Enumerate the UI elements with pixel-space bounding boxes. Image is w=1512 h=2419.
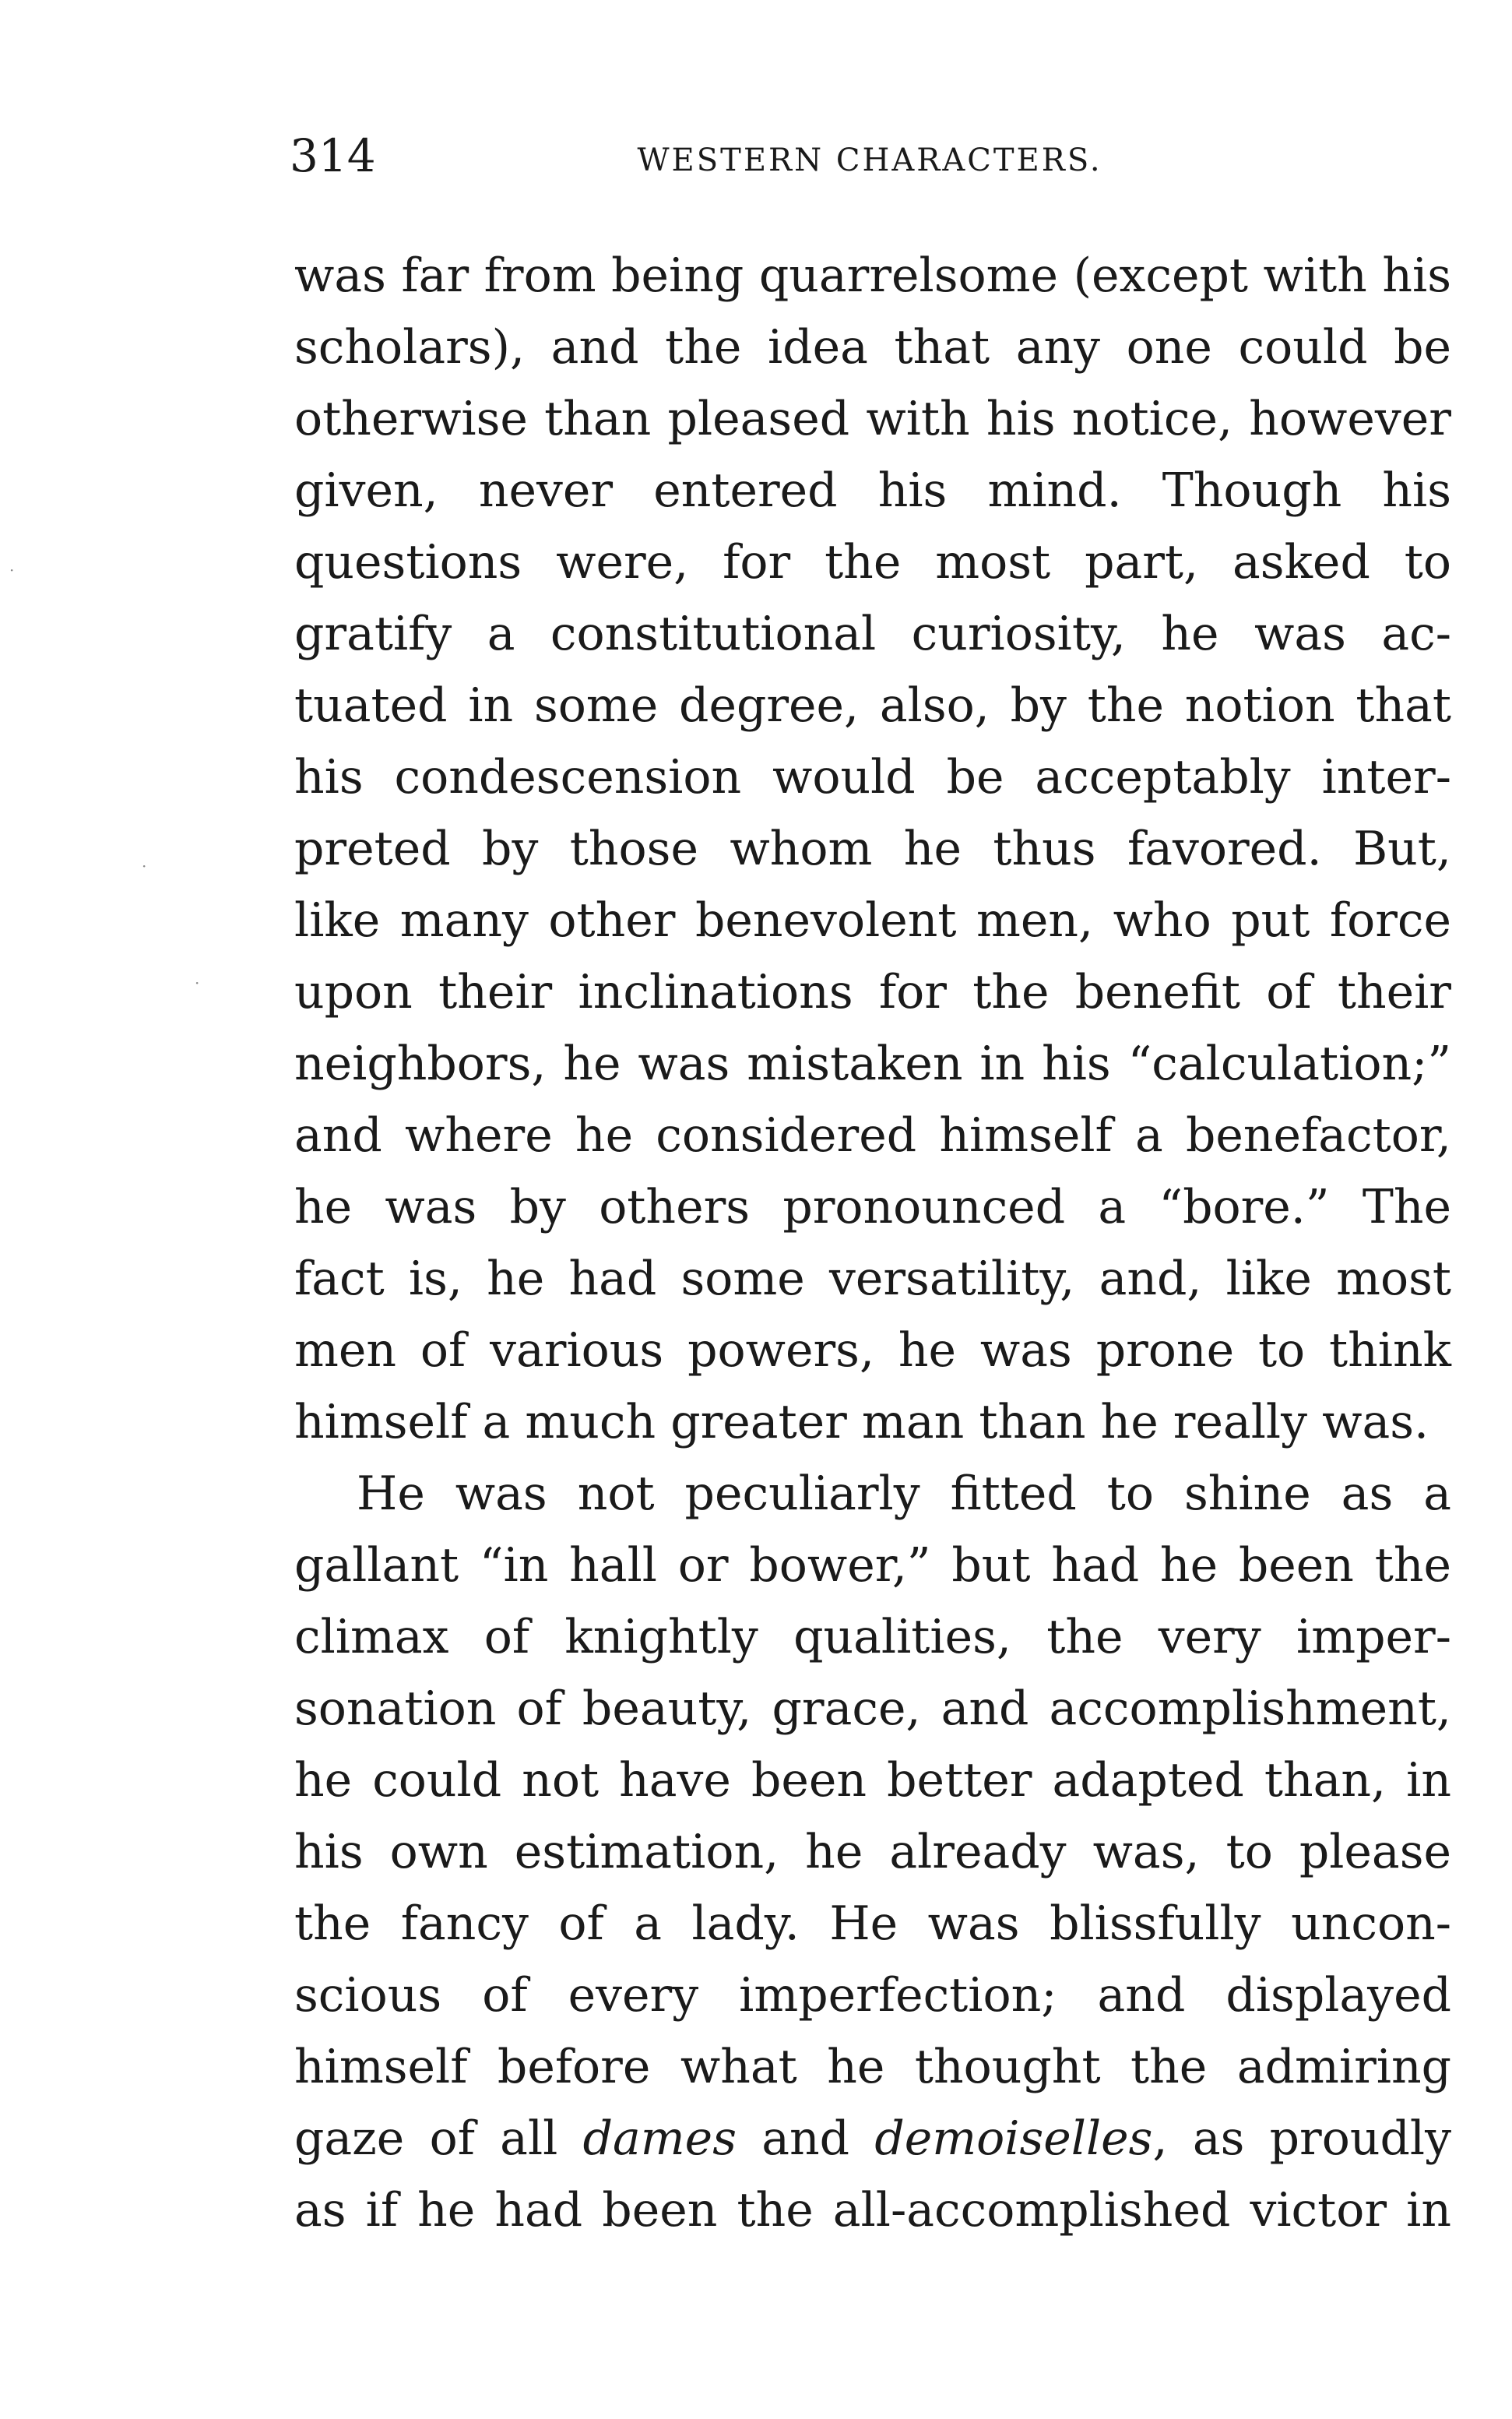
text-line: tuated in some degree, also, by the notion that: [294, 678, 1451, 733]
page-header: [290, 125, 1450, 187]
text-line: given, never entered his mind. Though his: [294, 463, 1451, 518]
text-line-gaze: [294, 2103, 1451, 2174]
text-line: scious of every imperfection; and displayed: [294, 1968, 1451, 2023]
text-line: his own estimation, he already was, to please: [294, 1825, 1451, 1879]
scan-speck: ·: [195, 974, 200, 992]
text-line: otherwise than pleased with his notice, however: [294, 392, 1451, 446]
scan-speck: ·: [9, 561, 15, 579]
text-line: his condescension would be acceptably inter-: [294, 750, 1451, 805]
text-line: fact is, he had some versatility, and, like most: [294, 1252, 1451, 1306]
text-line: He was not peculiarly fitted to shine as a: [357, 1467, 1451, 1521]
text-line: sonation of beauty, grace, and accomplishment,: [294, 1681, 1451, 1736]
text-line: like many other benevolent men, who put force: [294, 893, 1451, 948]
running-title: WESTERN CHARACTERS.: [637, 143, 1102, 178]
text-line: as if he had been the all-accomplished victor in: [294, 2183, 1451, 2238]
text-line: and where he considered himself a benefactor,: [294, 1108, 1451, 1163]
text-line: gratify a constitutional curiosity, he was ac-: [294, 607, 1451, 661]
text-line: the fancy of a lady. He was blissfully uncon-: [294, 1896, 1451, 1951]
text-line: he could not have been better adapted than, in: [294, 1753, 1451, 1808]
text-line: upon their inclinations for the benefit of their: [294, 965, 1451, 1019]
text-line: neighbors, he was mistaken in his “calculation;”: [294, 1037, 1451, 1091]
text-line: climax of knightly qualities, the very imper-: [294, 1610, 1451, 1664]
text-line: gallant “in hall or bower,” but had he been the: [294, 1538, 1451, 1593]
body-text: [294, 240, 1451, 2246]
italic-word-demoiselles: demoiselles: [874, 2111, 1153, 2166]
text-line: scholars), and the idea that any one could be: [294, 320, 1451, 375]
text-line: questions were, for the most part, asked to: [294, 535, 1451, 590]
text-line: himself a much greater man than he really was.: [294, 1395, 1429, 1449]
text-line: men of various powers, he was prone to think: [294, 1323, 1451, 1378]
italic-word-dames: dames: [582, 2111, 737, 2166]
text-line: preted by those whom he thus favored. But,: [294, 822, 1451, 876]
scan-speck: ·: [142, 857, 147, 875]
text-segment: , as proudly: [1152, 2111, 1451, 2166]
text-line: himself before what he thought the admiring: [294, 2040, 1451, 2094]
text-line: was far from being quarrelsome (except with his: [294, 248, 1451, 303]
text-line: he was by others pronounced a “bore.” The: [294, 1180, 1451, 1234]
page-number: 314: [290, 129, 376, 182]
text-segment: and: [736, 2111, 875, 2166]
text-segment: gaze of all: [294, 2111, 583, 2166]
